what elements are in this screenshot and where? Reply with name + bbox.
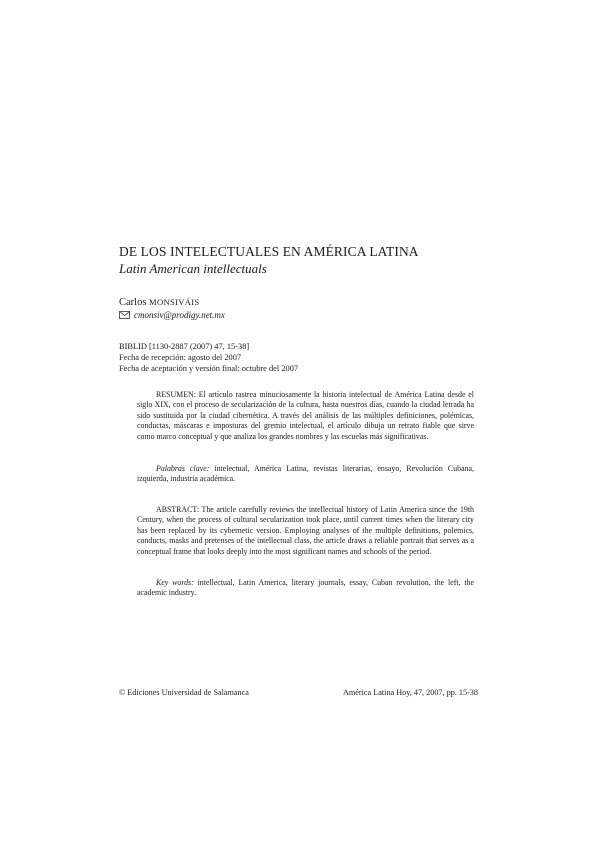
- palabras-clave-text: intelectual, América Latina, revistas literarias, ensayo, Revolución Cubana, izquierda, industria académica.: [137, 464, 474, 484]
- abstract-paragraph: [137, 505, 474, 557]
- palabras-clave-paragraph: [137, 464, 474, 485]
- author-last-name: MONSIVÁIS: [149, 297, 200, 307]
- bibliographic-info: [119, 341, 298, 374]
- email-address[interactable]: cmonsiv@prodigy.net.mx: [134, 310, 225, 320]
- envelope-icon: [119, 311, 131, 320]
- author-name: [119, 296, 200, 309]
- key-words-paragraph: [137, 578, 474, 599]
- resumen-label: RESUMEN:: [156, 390, 196, 399]
- resumen-paragraph: [137, 390, 474, 442]
- footer-publisher: © Ediciones Universidad de Salamanca: [119, 688, 249, 697]
- biblid: BIBLID [1130-2887 (2007) 47, 15-38]: [119, 342, 250, 351]
- article-subtitle: Latin American intellectuals: [119, 261, 267, 276]
- key-words-text: intellectual, Latin America, literary journals, essay, Cuban revolution, the left, the academic industry.: [137, 578, 474, 598]
- author-email: [119, 309, 225, 321]
- article-title: DE LOS INTELECTUALES EN AMÉRICA LATINA: [119, 244, 419, 259]
- key-words-label: Key words:: [156, 578, 194, 587]
- author-first-name: Carlos: [119, 297, 147, 308]
- received-date: Fecha de recepción: agosto del 2007: [119, 353, 242, 362]
- accepted-date: Fecha de aceptación y versión final: octubre del 2007: [119, 364, 299, 373]
- resumen-text: El artículo rastrea minuciosamente la historia intelectual de América Latina desde el siglo XIX, con el proceso de secularización de la cultura, hasta nuestros días, cuando la ciudad letrada ha sido sustituida por la ciudad cibernética. A través del análisis de las múltiples definiciones, polémicas, conductas, máscaras e imposturas del gremio intelectual, el artículo dibuja un retrato fiable que sirve como marco conceptual y que analiza los grandes nombres y las escuelas más significativas.: [137, 390, 474, 441]
- footer-citation: América Latina Hoy, 47, 2007, pp. 15-38: [343, 688, 478, 697]
- palabras-clave-label: Palabras clave:: [156, 464, 210, 473]
- abstract-text: The article carefully reviews the intellectual history of Latin America since the 19th Century, when the process of cultural secularization took place, until current times when the literary city has been replaced by its cybernetic version. Employing analyses of the multiple definitions, polemics, conducts, masks and pretenses of the intellectual class, the article draws a reliable portrait that serves as a conceptual frame that looks deeply into the most significant names and schools of the period.: [137, 505, 474, 556]
- abstract-label: ABSTRACT:: [156, 505, 200, 514]
